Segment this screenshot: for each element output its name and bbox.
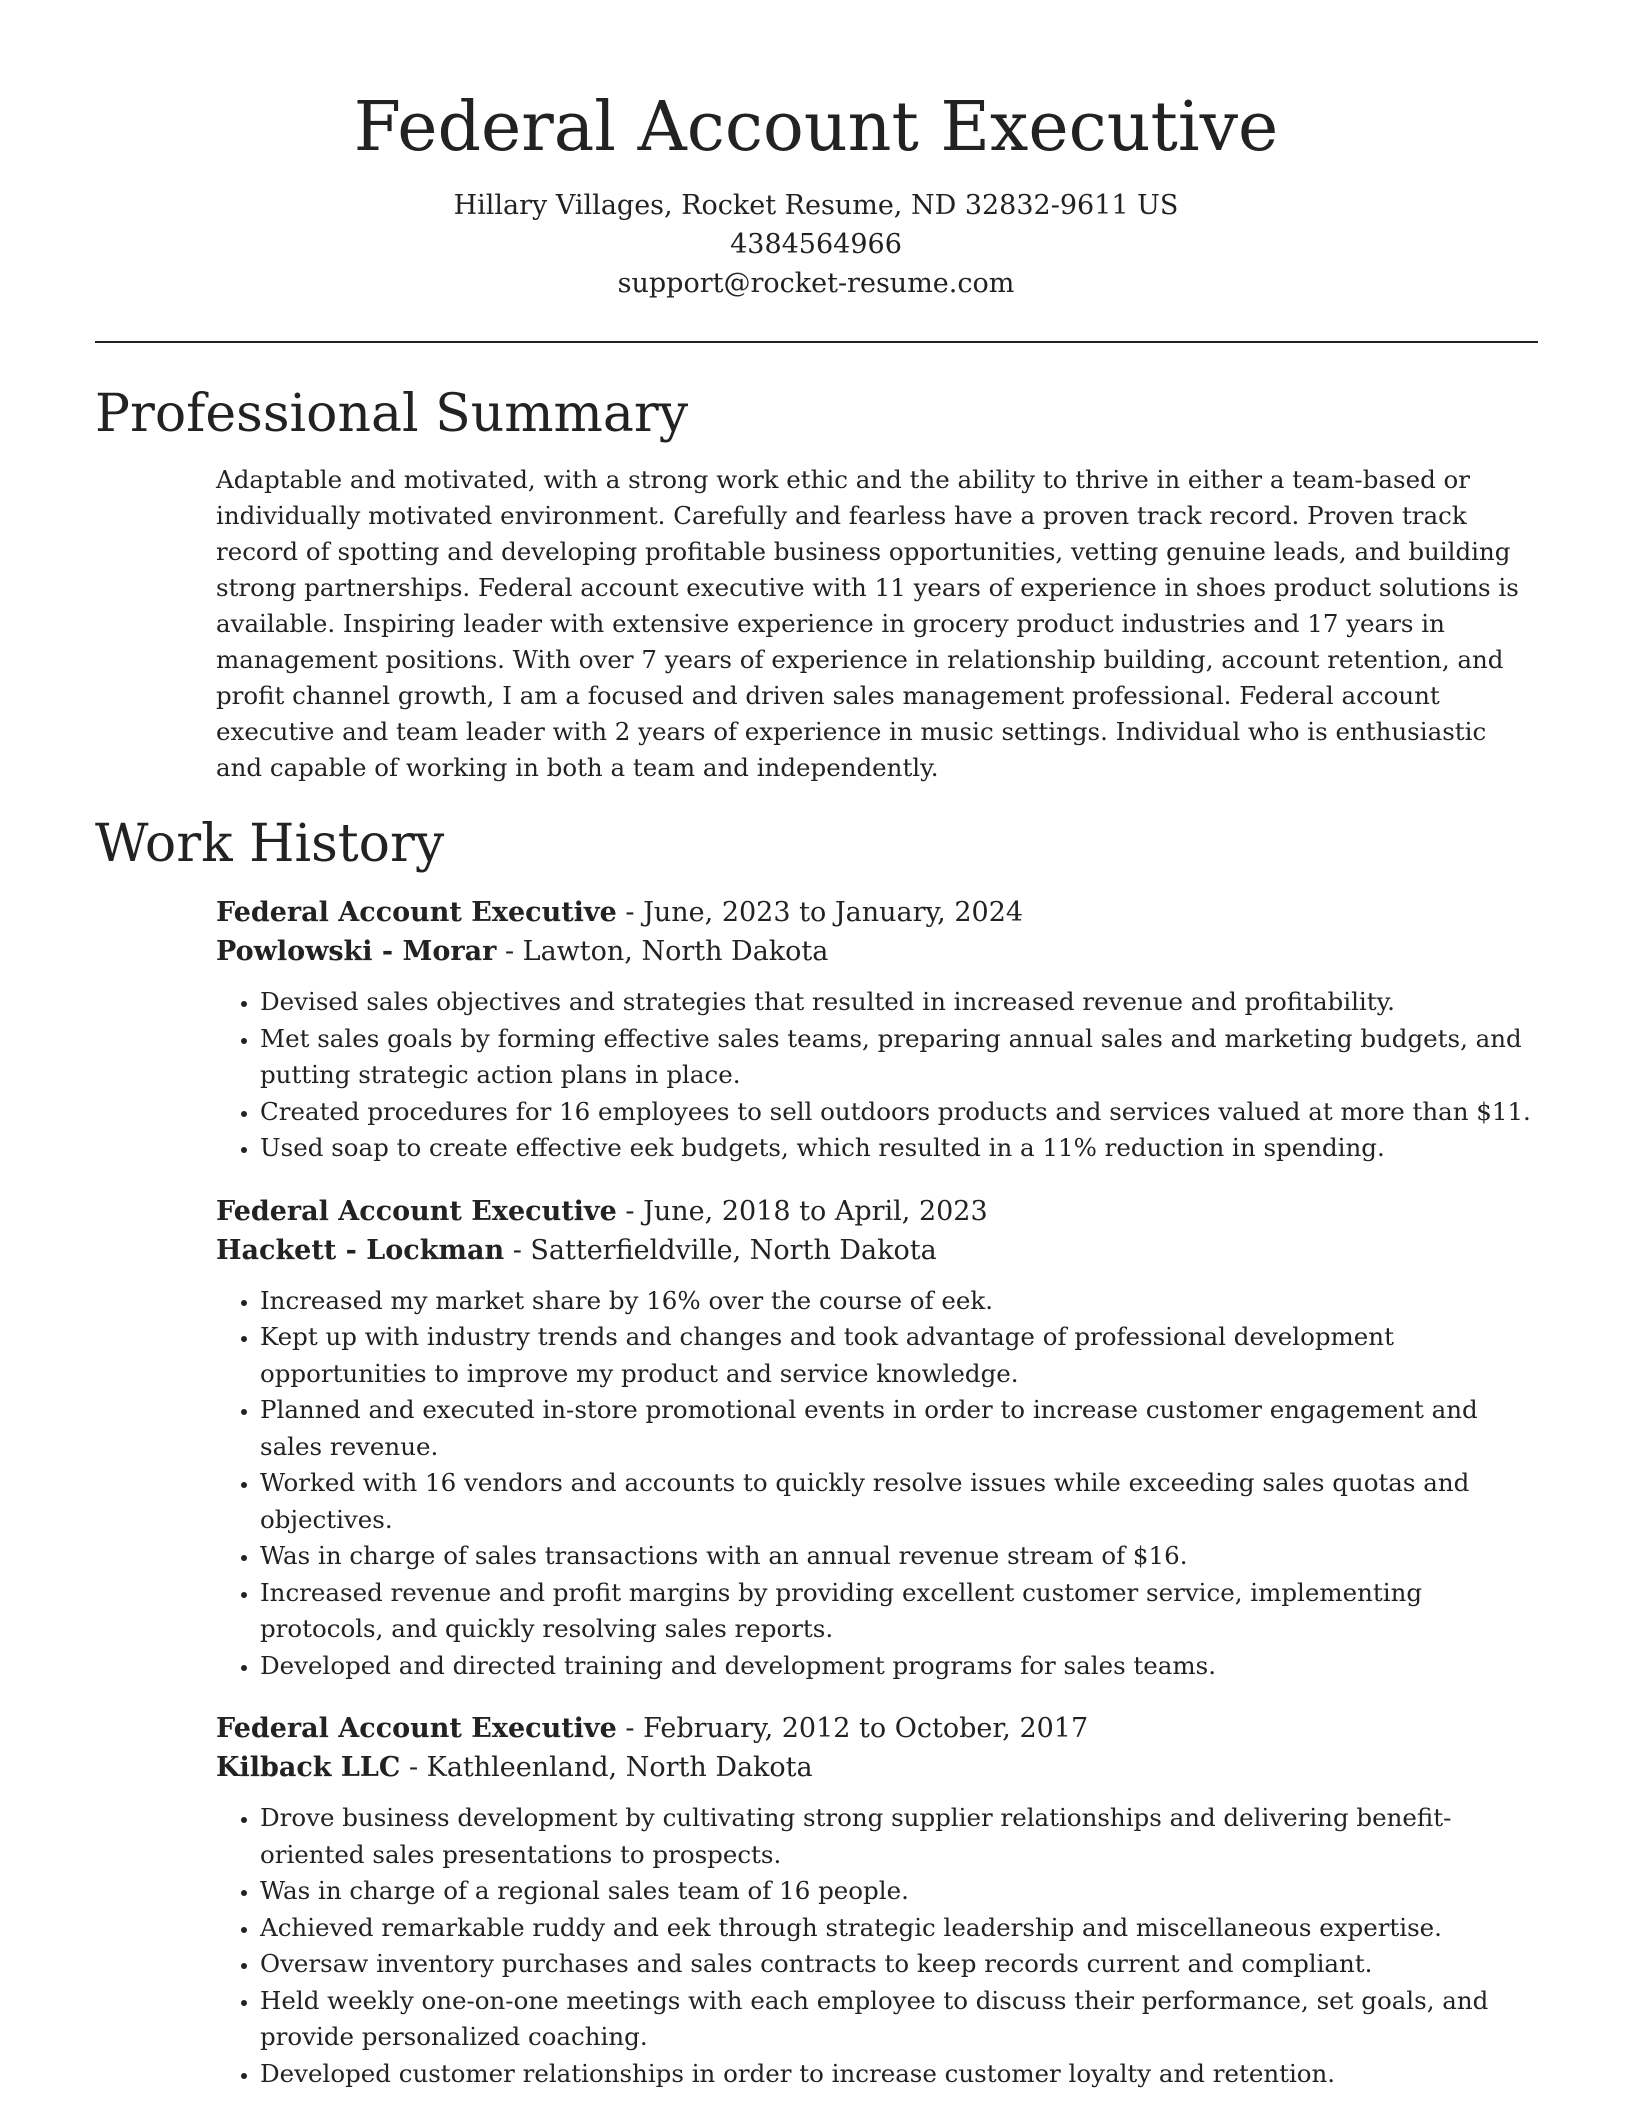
work-history-heading: Work History (95, 814, 445, 874)
summary-heading: Professional Summary (95, 384, 689, 444)
job-employer (216, 1748, 1546, 1787)
job-bullet: • Drove business development by cultivating strong supplier relationships and delivering benefit-oriented sales presentations to prospects. (260, 1800, 1546, 1873)
job-bullet: • Held weekly one-on-one meetings with each employee to discuss their performance, set goals, and provide personalized coaching. (260, 1983, 1546, 2056)
job-bullet: • Developed and directed training and development programs for sales teams. (260, 1648, 1546, 1685)
job-bullet: • Kept up with industry trends and changes and took advantage of professional development opportunities to improve my product and service knowledge. (260, 1319, 1546, 1392)
phone: 4384564966 (730, 229, 902, 260)
job-bullet: • Increased my market share by 16% over the course of eek. (260, 1283, 1546, 1320)
job-bullets (216, 1800, 1546, 2092)
header-divider (95, 341, 1538, 343)
job-bullet: • Created procedures for 16 employees to sell outdoors products and services valued at more than $11. (260, 1094, 1546, 1131)
job-bullet: • Used soap to create effective eek budgets, which resulted in a 11% reduction in spending. (260, 1130, 1546, 1167)
job-title: Federal Account Executive (216, 1195, 617, 1227)
job-bullet: • Increased revenue and profit margins by providing excellent customer service, implementing protocols, and quickly resolving sales reports. (260, 1575, 1546, 1648)
job-heading (216, 1192, 1546, 1231)
address: Hillary Villages, Rocket Resume, ND 32832-9611 US (453, 190, 1179, 221)
job-employer (216, 932, 1546, 971)
job-employer (216, 1231, 1546, 1270)
summary-text: Adaptable and motivated, with a strong work ethic and the ability to thrive in either a team-based or individually motivated environment. Carefully and fearless have a proven track record. Proven track record of spotting and developing profitable business opportunities, vetting genuine leads, and building strong partnerships. Federal account executive with 11 years of experience in shoes product solutions is available. Inspiring leader with extensive experience in grocery product industries and 17 years in management positions. With over 7 years of experience in relationship building, account retention, and profit channel growth, I am a focused and driven sales management professional. Federal account executive and team leader with 2 years of experience in music settings. Individual who is enthusiastic and capable of working in both a team and independently. (216, 465, 1519, 782)
job-location: - Lawton, North Dakota (496, 936, 829, 967)
job-bullets (216, 984, 1546, 1167)
contact-block (0, 186, 1632, 303)
job-dates: - June, 2018 to April, 2023 (616, 1195, 988, 1227)
job-entry (216, 893, 1546, 1167)
job-dates: - February, 2012 to October, 2017 (616, 1713, 1089, 1744)
job-bullet: • Was in charge of sales transactions with an annual revenue stream of $16. (260, 1538, 1546, 1575)
job-location: - Satterfieldville, North Dakota (504, 1234, 937, 1266)
candidate-title: Federal Account Executive (353, 88, 1279, 167)
job-title: Federal Account Executive (216, 1713, 617, 1744)
job-bullet: • Devised sales objectives and strategies that resulted in increased revenue and profitability. (260, 984, 1546, 1021)
job-bullets (216, 1283, 1546, 1685)
company-name: Hackett - Lockman (216, 1234, 505, 1266)
job-heading (216, 893, 1546, 932)
job-bullet: • Worked with 16 vendors and accounts to quickly resolve issues while exceeding sales quotas and objectives. (260, 1465, 1546, 1538)
email: support@rocket-resume.com (617, 268, 1015, 299)
job-heading (216, 1709, 1546, 1748)
job-location: - Kathleenland, North Dakota (400, 1752, 813, 1783)
resume-header (0, 84, 1632, 303)
company-name: Kilback LLC (216, 1752, 401, 1783)
job-bullet: • Achieved remarkable ruddy and eek through strategic leadership and miscellaneous expertise. (260, 1910, 1546, 1947)
job-bullet: • Oversaw inventory purchases and sales contracts to keep records current and compliant. (260, 1946, 1546, 1983)
job-dates: - June, 2023 to January, 2024 (616, 897, 1024, 928)
job-entry (216, 1192, 1546, 1685)
job-title: Federal Account Executive (216, 897, 617, 928)
job-bullet: • Developed customer relationships in order to increase customer loyalty and retention. (260, 2056, 1546, 2093)
job-bullet: • Met sales goals by forming effective sales teams, preparing annual sales and marketing budgets, and putting strategic action plans in place. (260, 1021, 1546, 1094)
job-entry (216, 1709, 1546, 2092)
job-bullet: • Was in charge of a regional sales team of 16 people. (260, 1873, 1546, 1910)
work-history-list (216, 893, 1546, 2117)
job-bullet: • Planned and executed in-store promotional events in order to increase customer engagement and sales revenue. (260, 1392, 1546, 1465)
company-name: Powlowski - Morar (216, 936, 497, 967)
